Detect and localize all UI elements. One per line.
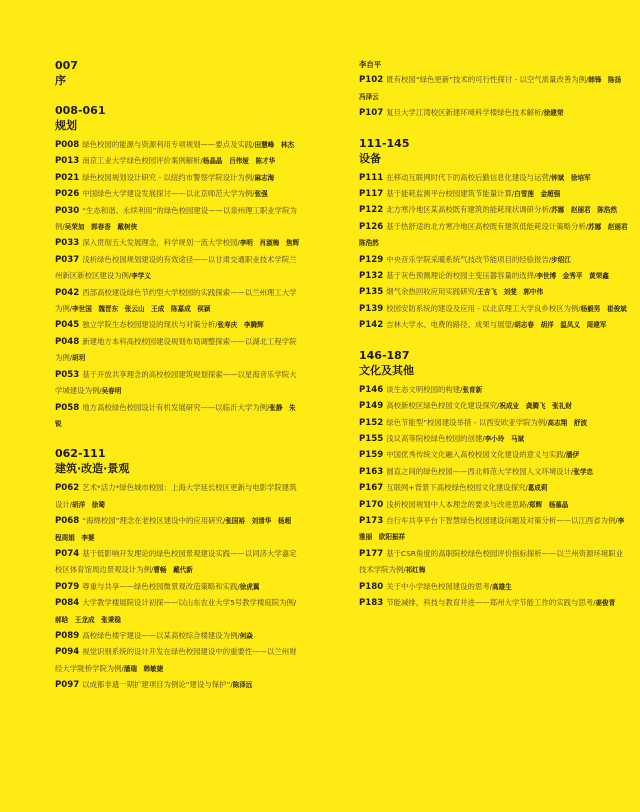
entry-authors: / 祁红梅: [403, 566, 425, 574]
entry-title: 北方寒冷地区某高校既有建筑的能耗现状调研分析: [386, 205, 549, 215]
entry-page-number: P159: [359, 450, 384, 461]
entry-title: 尊重与共享——绿色校园微景观改造策略和实践: [82, 581, 238, 591]
entry-page-number: P026: [55, 189, 80, 200]
entry-title: 校园安防系统的建设及应用 - 以北京理工大学良乡校区为例: [386, 303, 579, 313]
toc-section: [55, 103, 300, 432]
toc-entry: [359, 186, 629, 202]
section-page-range: 111-145: [359, 136, 410, 150]
entry-authors: / 田慧峰 林杰: [252, 141, 294, 149]
section-title: 文化及其他: [359, 363, 414, 377]
toc-entry: [55, 579, 300, 595]
toc-entry: [359, 317, 629, 333]
entry-authors: / 张学忠: [571, 468, 593, 476]
entry-authors: / 吴荣加 郭春香 戴树侠: [62, 223, 137, 231]
entry-authors: / 张育新: [460, 386, 482, 394]
entry-authors: / 李雅丽 欧阳振祥: [359, 517, 624, 541]
entry-authors: / 李世国 魏晋东 张云山 王成 陈嘉成 侯颖: [70, 305, 211, 313]
entry-title: 中央音乐学院采暖系统气技改节能项目的经验报告: [386, 254, 549, 264]
toc-entry: [359, 301, 629, 317]
toc-entry: [55, 153, 300, 169]
section-page-range: 062-111: [55, 447, 106, 461]
entry-title: 复旦大学江湾校区新建环境科学楼绿色技术解析: [386, 108, 542, 118]
entry-page-number: P084: [55, 598, 80, 609]
toc-entry: [359, 202, 629, 218]
entry-authors: / 郑辉 杨慕晶: [527, 501, 569, 509]
toc-entry: [55, 334, 300, 367]
entry-page-number: P053: [55, 369, 80, 380]
section-page-range: 007: [55, 59, 78, 72]
entry-title: 自行车共享平台下智慧绿色校园建设问题及对策分析——以江西省为例: [386, 515, 616, 525]
toc-entry: [359, 72, 629, 105]
toc-entry: [359, 170, 629, 186]
section-page-range: 008-061: [55, 104, 106, 117]
entry-title: 南京工业大学绿色校园评价案例解析: [82, 156, 201, 166]
toc-entry: [55, 317, 300, 333]
entry-page-number: P146: [359, 384, 384, 395]
toc-entry: [359, 497, 629, 513]
toc-entry: [359, 382, 629, 398]
entry-title: 艺术*活力*绿色城市校园：上海大学延长校区更新与电影学院建筑设计: [55, 483, 297, 509]
entry-page-number: P030: [55, 205, 80, 216]
entry-page-number: P132: [359, 271, 384, 282]
section-page-range: 146-187: [359, 348, 410, 362]
entry-title: 圆直之间的绿色校园——西北师范大学校园人文环境设计: [386, 466, 572, 476]
entry-page-number: P155: [359, 433, 384, 444]
entry-title: 基于热舒适的北方寒冷地区高校既有建筑低能耗设计策略分析: [386, 221, 586, 231]
entry-page-number: P008: [55, 140, 80, 150]
toc-entry: [55, 170, 300, 186]
toc-entry: [55, 367, 300, 400]
entry-authors: / 潘瑞 韩敏婕: [122, 665, 164, 673]
toc-entry: [55, 546, 300, 579]
entry-title: 谈生态文明校园的构建: [386, 384, 461, 394]
entry-authors: / 韩锋 陈扬 冯泽云: [359, 76, 628, 100]
entry-page-number: P170: [359, 499, 384, 510]
entry-page-number: P102: [359, 75, 384, 86]
toc-entry: [55, 644, 300, 677]
section-title: 规划: [55, 119, 77, 132]
entry-title: 西部高校建设绿色节约型大学校园的实践探索——以兰州理工大学为例: [55, 287, 297, 314]
toc-entry: [55, 186, 300, 202]
entry-authors: / 葛成莉: [525, 484, 547, 492]
entry-page-number: P042: [55, 287, 80, 298]
toc-entry: [55, 480, 300, 513]
entry-authors: / 高志翔 舒波: [545, 419, 587, 427]
entry-authors: / 步绍江: [549, 256, 571, 264]
entry-title: 绿色校园的能源与资源利用专项规划——要点及实践: [82, 140, 253, 149]
entry-title: 关于中小学绿色校园建设的思考: [386, 581, 490, 591]
continued-authors: 李自平: [359, 60, 382, 69]
entry-title: 基于开放共享理念的高校校园建筑规划探索——以星海音乐学院大学城建设为例: [55, 369, 297, 396]
entry-page-number: P122: [359, 205, 384, 216]
entry-page-number: P033: [55, 238, 80, 249]
toc-entry: [55, 285, 300, 318]
toc-entry: [55, 513, 300, 546]
entry-title: 浅议高等院校绿色校园的创建: [386, 433, 483, 443]
toc-entry: [359, 431, 629, 447]
entry-authors: / 徐虎翼: [237, 583, 259, 591]
entry-page-number: P048: [55, 336, 80, 347]
entry-title: 以成都非遗一期扩建项目为例论“建设与保护”: [82, 680, 231, 690]
entry-page-number: P126: [359, 221, 384, 232]
entry-authors: / 白雪莲 金超强: [512, 190, 560, 198]
entry-title: 绿色校园规划设计研究 - 以纽约市警察学院设计为例: [82, 172, 253, 182]
entry-page-number: P013: [55, 156, 80, 167]
entry-page-number: P135: [359, 287, 384, 298]
entry-authors: / 胡志春 胡洋 温凤义 周建军: [512, 321, 607, 329]
toc-entry: [359, 415, 629, 431]
entry-title: 视觉识别系统的设计开发在绿色校园建设中的重要性——以兰州财经大学陇桥学院为例: [55, 647, 297, 673]
entry-title: 基于CSR角度的高职院校绿色校园评价指标探析——以兰州资源环境职业技术学院为例: [359, 548, 623, 575]
entry-page-number: P037: [55, 254, 80, 265]
entry-authors: / 张寿庆 李腾辉: [215, 321, 263, 329]
entry-page-number: P094: [55, 647, 80, 658]
entry-authors: / 张静 朱锐: [55, 404, 296, 428]
entry-page-number: P045: [55, 320, 80, 331]
toc-entry: [359, 105, 629, 121]
entry-authors: / 姜俊青: [593, 599, 615, 607]
toc-section: [55, 58, 300, 89]
entry-page-number: P062: [55, 483, 80, 494]
toc-entry: [359, 480, 629, 496]
entry-page-number: P180: [359, 581, 384, 592]
entry-title: 基于低影响开发理论的绿色校园景观建设实践——以同济大学嘉定校区体育馆周边景观设计为例: [55, 548, 297, 575]
entry-authors: / 王吉飞 刘斐 郭中伟: [475, 288, 543, 296]
toc-entry: [55, 252, 300, 285]
entry-title: 基于灰色预测理论的校园主变压器容量的选择: [386, 271, 535, 281]
entry-authors: / 高雄生: [490, 583, 512, 591]
entry-page-number: P152: [359, 417, 384, 428]
entry-page-number: P129: [359, 254, 384, 265]
entry-authors: / 杨毅男 崔俊斌: [578, 305, 626, 313]
entry-page-number: P173: [359, 515, 384, 526]
toc-entry: [359, 579, 629, 595]
entry-title: 深入贯彻五大发展理念，科学规划一流大学校园: [82, 238, 238, 248]
toc-entry: [55, 677, 300, 693]
entry-title: 高校绿色楼宇建设——以某高校综合楼建设为例: [82, 630, 238, 640]
entry-title: 绿色节能型”校园建设举措 - 以西安欧亚学院为例: [386, 417, 546, 427]
toc-entry: [359, 595, 629, 611]
entry-title: 中国优秀传统文化融入高校校园文化建设的意义与实践: [386, 450, 564, 460]
toc-section: [359, 136, 635, 334]
entry-authors: / 李小玲 马斌: [482, 435, 524, 443]
toc-entry: [359, 219, 635, 252]
toc-right-column: [359, 57, 635, 625]
toc-entry: [55, 595, 300, 628]
entry-title: 在移动互联网时代下的高校后勤信息化建设与运营: [386, 172, 549, 182]
entry-page-number: P021: [55, 172, 80, 183]
entry-page-number: P117: [359, 189, 384, 200]
entry-authors: / 苏娜 赵丽君 陈浩然: [549, 206, 617, 214]
entry-authors: / 苏娜 赵丽君 陈浩然: [359, 223, 634, 247]
entry-page-number: P107: [359, 108, 384, 119]
entry-authors: / 杨晶晶 吕伟娅 陈才华: [201, 157, 276, 165]
entry-title: 地方高校绿色校园设计有机发展研究——以临沂大学为例: [82, 402, 268, 412]
entry-title: 新建地方本科高校校园建设规划布局调整探索——以湖北工程学院为例: [55, 336, 297, 363]
toc-entry: [359, 398, 629, 414]
entry-title: 既有校园“绿色更新”技术的可行性探讨 - 以空气质量改善为例: [386, 75, 587, 85]
entry-page-number: P183: [359, 597, 384, 608]
entry-authors: / 徐建荣: [541, 109, 563, 117]
toc-section: [55, 446, 300, 693]
entry-authors: / 胡洋 徐蜀: [70, 501, 105, 509]
entry-title: 节能减排，科技与教育并进——郑州大学节能工作的实践与思考: [386, 597, 594, 607]
entry-page-number: P074: [55, 548, 80, 559]
entry-title: 中国绿色大学建设发展探讨——以北京师范大学为例: [82, 189, 253, 199]
entry-authors: / 李学义: [129, 272, 151, 280]
entry-authors: / 吴春明: [99, 387, 121, 395]
entry-authors: / 钟斌 徐培军: [549, 174, 591, 182]
toc-entry: [359, 546, 629, 579]
entry-page-number: P163: [359, 466, 384, 477]
entry-page-number: P089: [55, 630, 80, 641]
entry-page-number: P097: [55, 680, 80, 691]
entry-title: 高校新校区绿色校园文化建设探究: [386, 401, 498, 411]
entry-authors: / 张强: [252, 190, 267, 198]
toc-entry: [359, 513, 629, 546]
entry-page-number: P177: [359, 548, 384, 559]
entry-page-number: P139: [359, 303, 384, 314]
entry-page-number: P079: [55, 581, 80, 592]
entry-page-number: P142: [359, 320, 384, 331]
entry-title: 独立学院生态校园建设的现状与对策分析: [82, 320, 216, 330]
entry-title: 烟气余热回收应用实践研究: [386, 287, 475, 297]
entry-title: 互联网+背景下高校绿色校园文化建设探究: [386, 483, 526, 493]
entry-authors: / 祝成业 龚腾飞 张礼财: [497, 402, 572, 410]
entry-page-number: P167: [359, 483, 384, 494]
toc-entry: [359, 268, 629, 284]
entry-title: 浅析绿色校园规划建设的有效途径——以甘肃交通职业技术学院兰州新区新校区建设为例: [55, 254, 297, 281]
entry-title: “生态和谐、永续利用”的绿色校园建设——以泉州理工职业学院为例: [55, 205, 297, 232]
entry-page-number: P149: [359, 401, 384, 412]
entry-authors: / 曹畅 戴代新: [151, 566, 193, 574]
toc-entry: [359, 284, 629, 300]
entry-authors: / 麻志海: [252, 174, 274, 182]
toc-entry: [359, 252, 629, 268]
entry-page-number: P111: [359, 172, 384, 183]
entry-authors: / 胡玥: [70, 354, 85, 362]
toc-section: [359, 348, 629, 612]
section-title: 建筑·改造·景观: [55, 462, 130, 476]
toc-section: [359, 72, 629, 121]
toc-entry: [55, 400, 300, 433]
toc-entry: [55, 628, 300, 644]
entry-authors: / 潘伊: [564, 451, 579, 459]
entry-authors: / 陈泽远: [230, 681, 252, 689]
entry-authors: / 郝晗 王龙成 张秉稳: [55, 599, 296, 623]
entry-authors: / 李明 肖淑梅 焦辉: [237, 239, 299, 247]
entry-title: 浅析校园规划中人本理念的要求与改进思路: [386, 499, 527, 509]
section-title: 序: [55, 74, 66, 87]
entry-title: 大学教学楼展院设计初探——以山东农业大学5号教学楼庭院为例: [82, 598, 294, 608]
toc-entry: [55, 137, 300, 153]
toc-entry: [359, 464, 629, 480]
toc-left-column: [55, 58, 300, 708]
toc-entry: [359, 447, 629, 463]
entry-title: 基于能耗监测平台校园建筑节能量计算: [386, 189, 512, 199]
entry-authors: / 李世博 金秀平 黄荣鑫: [534, 272, 609, 280]
entry-page-number: P068: [55, 516, 80, 527]
entry-page-number: P058: [55, 402, 80, 413]
toc-entry: [55, 235, 300, 251]
section-title: 设备: [359, 151, 381, 165]
entry-authors: / 张国裕 刘清华 杨超 程周娟 李婆: [55, 517, 298, 541]
entry-authors: / 何焱: [237, 632, 252, 640]
toc-entry: [55, 203, 300, 236]
entry-title: 吉林大学水、电费的路径、成果与展望: [386, 320, 512, 330]
entry-title: “海绵校园”理念在老校区建设中的应用研究: [82, 516, 223, 526]
